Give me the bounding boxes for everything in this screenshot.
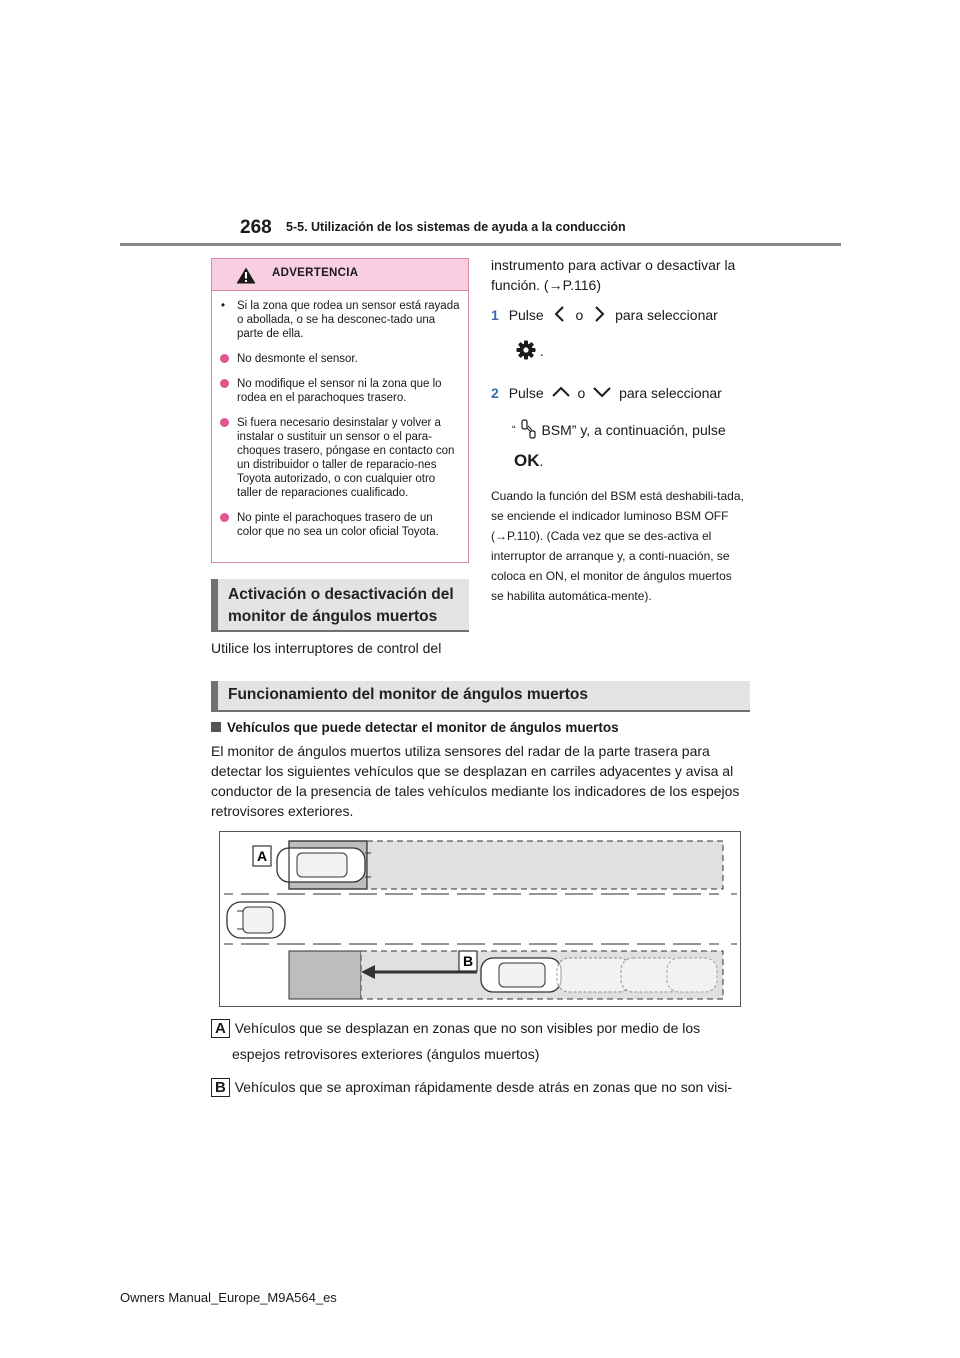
bullet-circle-icon bbox=[220, 379, 229, 388]
chevron-right-icon bbox=[589, 305, 609, 323]
header-divider bbox=[120, 243, 841, 246]
warning-item: No desmonte el sensor. bbox=[220, 352, 460, 366]
zone-b-area bbox=[289, 951, 361, 999]
step-1: 1 Pulse o para seleccionar bbox=[491, 307, 718, 323]
vehicle-a-icon bbox=[277, 848, 371, 882]
step-2-ok: OK. bbox=[514, 451, 544, 470]
legend-letter-b: B bbox=[211, 1078, 230, 1097]
step-2: 2 Pulse o para seleccionar bbox=[491, 385, 722, 401]
vehicle-b-icon bbox=[481, 958, 561, 992]
diagram-label-b bbox=[459, 951, 477, 971]
bullet-circle-icon bbox=[220, 418, 229, 427]
footer-text: Owners Manual_Europe_M9A564_es bbox=[120, 1290, 337, 1305]
activation-heading: Activación o desactivación del monitor de ángulos muertos bbox=[211, 579, 469, 632]
legend-item-a: A Vehículos que se desplazan en zonas que no son visibles por medio de los bbox=[211, 1018, 700, 1038]
chevron-left-icon bbox=[550, 305, 570, 323]
chevron-up-icon bbox=[550, 383, 572, 401]
step-2-target: “ BSM” y, a continuación, pulse bbox=[512, 419, 726, 440]
bullet-circle-icon bbox=[220, 513, 229, 522]
warning-triangle-icon bbox=[236, 267, 256, 284]
legend-letter-a: A bbox=[211, 1019, 230, 1038]
bullet-circle-icon bbox=[220, 354, 229, 363]
warning-item: No modifique el sensor ni la zona que lo rodea en el parachoques trasero. bbox=[220, 377, 460, 405]
legend-item-b: B Vehículos que se aproximan rápidamente desde atrás en zonas que no son visi- bbox=[211, 1077, 732, 1097]
zone-a-detection bbox=[367, 841, 723, 889]
section-title: 5-5. Utilización de los sistemas de ayuda a la conducción bbox=[286, 220, 626, 234]
blind-spot-diagram bbox=[219, 831, 741, 1007]
activation-intro: Utilice los interruptores de control del bbox=[211, 640, 442, 656]
warning-header bbox=[212, 259, 468, 291]
page-number: 268 bbox=[240, 217, 272, 238]
warning-box bbox=[211, 258, 469, 563]
operation-heading: Funcionamiento del monitor de ángulos muertos bbox=[211, 681, 750, 712]
bullet-dot-icon: • bbox=[221, 300, 226, 312]
step-1-number: 1 bbox=[491, 307, 499, 323]
warning-item: No pinte el parachoques trasero de un color que no sea un color oficial Toyota. bbox=[220, 511, 460, 539]
legend-item-a-line2: espejos retrovisores exteriores (ángulos muertos) bbox=[232, 1046, 540, 1062]
activation-intro-continued: instrumento para activar o desactivar la función. (→P.116) bbox=[491, 257, 736, 293]
warning-item: • Si la zona que rodea un sensor está rayada o abollada, o se ha desconec-tado una parte de ella. bbox=[221, 300, 460, 340]
svg-text:B: B bbox=[462, 953, 474, 969]
warning-title: ADVERTENCIA bbox=[272, 267, 359, 279]
own-vehicle-icon bbox=[227, 902, 285, 938]
bsm-note: Cuando la función del BSM está deshabili-tada, se enciende el indicador luminoso BSM OFF (→P.110). (Cada vez que se des-activa el interruptor de arranque y, a conti-nuación, se coloca en ON, el monitor de ángulos muertos se habilita automática-mente). bbox=[491, 489, 744, 603]
square-bullet-icon bbox=[211, 722, 221, 732]
vehicle-b-motion-trail bbox=[557, 958, 717, 992]
gear-icon bbox=[516, 340, 536, 360]
operation-subheading: Vehículos que puede detectar el monitor de ángulos muertos bbox=[211, 720, 619, 735]
operation-paragraph: El monitor de ángulos muertos utiliza sensores del radar de la parte trasera para detectar los siguientes vehículos que se desplazan en carriles adyacentes y avisa al conductor de la presencia de tales vehículos mediante los indicadores de los espejos retrovisores exteriores. bbox=[211, 743, 740, 819]
warning-item: Si fuera necesario desinstalar y volver a instalar o sustituir un sensor o el para-choques trasero, póngase en contacto con un distribuidor o taller de reparacio-nes Toyota autorizado, o con cualquier otro taller de reparaciones cualificado. bbox=[220, 416, 460, 500]
bsm-icon bbox=[520, 419, 538, 439]
chevron-down-icon bbox=[591, 383, 613, 401]
diagram-label-a bbox=[253, 846, 271, 866]
step-2-number: 2 bbox=[491, 385, 499, 401]
step-1-target: . bbox=[516, 340, 544, 361]
warning-body bbox=[212, 291, 468, 539]
ok-icon: OK bbox=[514, 451, 540, 470]
svg-text:A: A bbox=[256, 848, 268, 864]
